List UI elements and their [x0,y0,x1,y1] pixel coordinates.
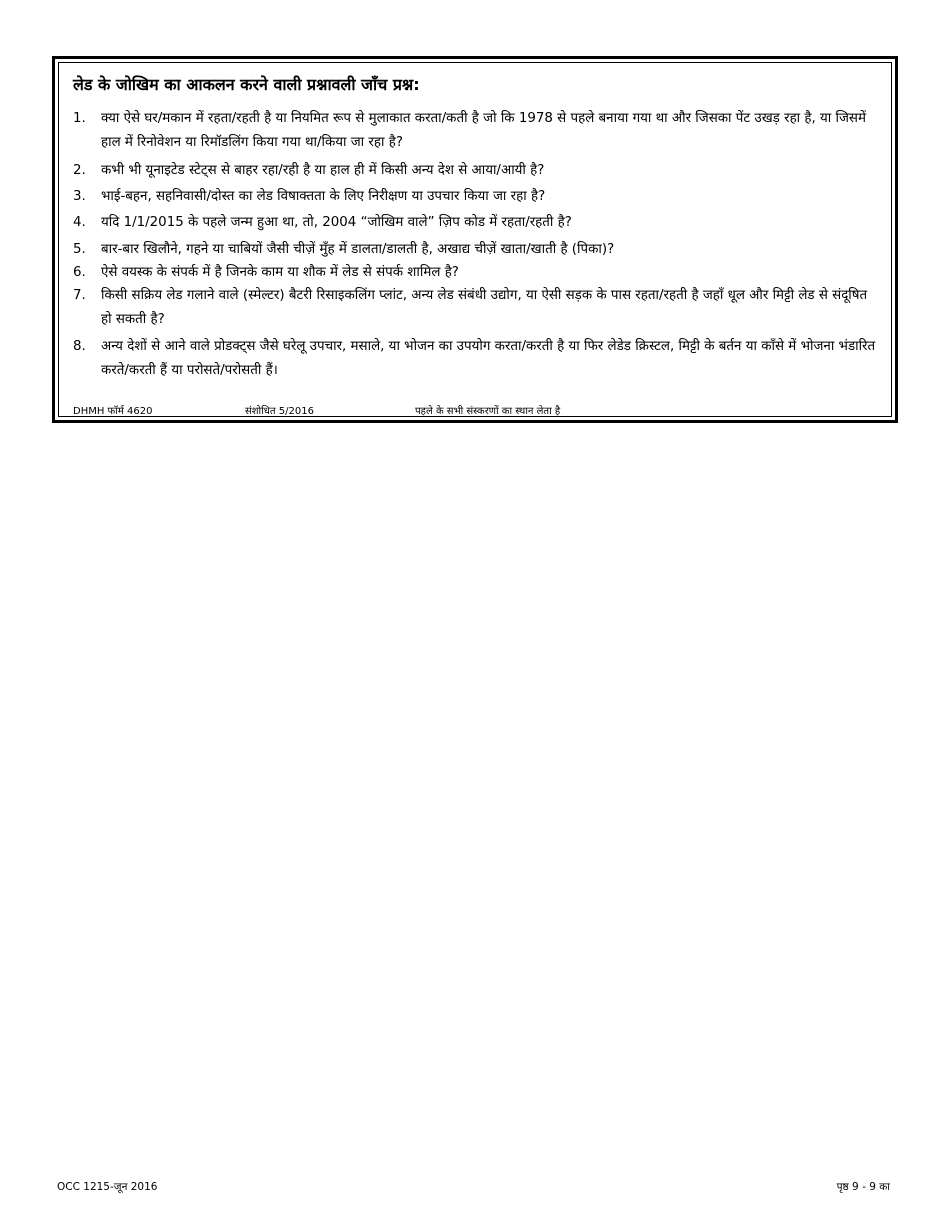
form-revision-date: संशोधित 5/2016 [245,406,314,417]
question-number: 1. [73,111,86,126]
question-item [73,211,881,235]
question-number: 4. [73,215,86,230]
question-item [73,107,881,155]
question-text: अन्य देशों से आने वाले प्रोडक्ट्स जैसे घरेलू उपचार, मसाले, या भोजन का उपयोग करता/करती है या फिर लेडेड क्रिस्टल, मिट्टी के बर्तन या काँसे में भोजना भंडारित करते/करती हैं या परोसते/परोसती हैं। [101,339,876,378]
question-item [73,185,881,209]
question-number: 6. [73,265,86,280]
question-number: 3. [73,189,86,204]
questionnaire-title: लेड के जोखिम का आकलन करने वाली प्रश्नावली जाँच प्रश्न: [73,75,420,94]
question-text: क्या ऐसे घर/मकान में रहता/रहती है या नियमित रूप से मुलाकात करता/कती है जो कि 1978 से पहले बनाया गया था और जिसका पेंट उखड़ रहा है, या जिसमें हाल में रिनोवेशन या रिमॉडलिंग किया गया था/किया जा रहा है? [101,111,866,150]
question-number: 5. [73,242,86,257]
question-number: 2. [73,163,86,178]
form-number: DHMH फॉर्म 4620 [73,406,153,417]
question-number: 8. [73,339,86,354]
question-item [73,335,881,383]
question-item [73,261,881,285]
question-item [73,159,881,183]
question-text: किसी सक्रिय लेड गलाने वाले (स्मेल्टर) बैटरी रिसाइकलिंग प्लांट, अन्य लेड संबंधी उद्योग, या ऐसी सड़क के पास रहता/रहती है जहाँ धूल और मिट्टी लेड से संदूषित हो सकती है? [101,288,868,327]
page-number: पृष्ठ 9 - 9 का [836,1181,890,1193]
questionnaire-box [52,56,898,423]
question-text: कभी भी यूनाइटेड स्टेट्स से बाहर रहा/रही है या हाल ही में किसी अन्य देश से आया/आयी है? [101,163,545,178]
question-number: 7. [73,288,86,303]
question-text: यदि 1/1/2015 के पहले जन्म हुआ था, तो, 2004 “जोखिम वाले” ज़िप कोड में रहता/रहती है? [101,215,572,230]
questionnaire-inner-border [58,62,892,417]
form-supersedes-note: पहले के सभी संस्करणों का स्थान लेता है [415,406,561,417]
question-item [73,284,881,332]
question-text: भाई-बहन, सहनिवासी/दोस्त का लेड विषाक्तता के लिए निरीक्षण या उपचार किया जा रहा है? [101,189,546,204]
question-item [73,238,881,262]
question-text: ऐसे वयस्क के संपर्क में है जिनके काम या शौक में लेड से संपर्क शामिल है? [101,265,459,280]
question-text: बार-बार खिलौने, गहने या चाबियों जैसी चीज़ें मुँह में डालता/डालती है, अखाद्य चीज़ें खाता/खाती है (पिका)? [101,242,615,257]
document-code: OCC 1215-जून 2016 [57,1181,158,1193]
